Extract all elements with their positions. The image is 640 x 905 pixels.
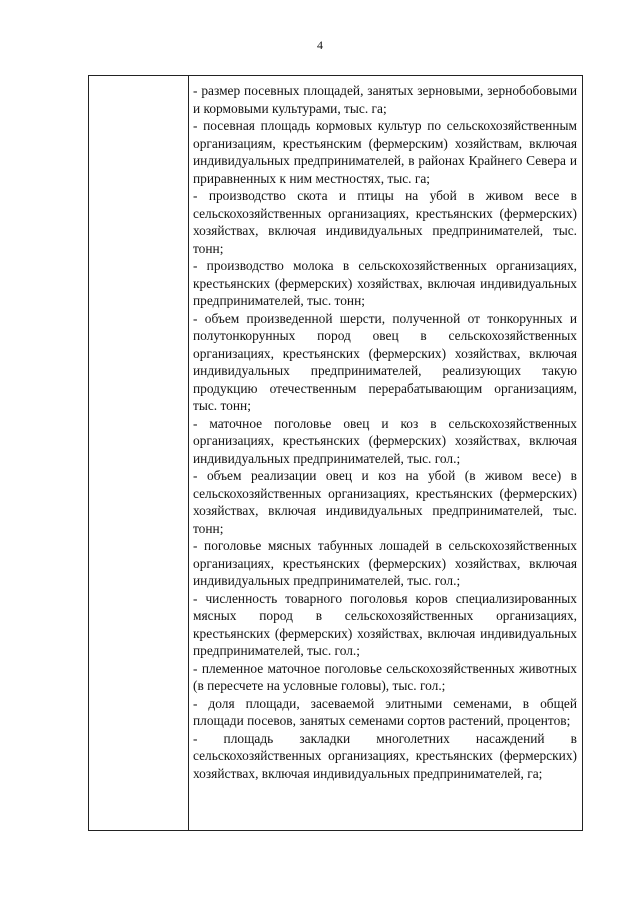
indicator-item: - численность товарного поголовья коров специализированных мясных пород в сельскохозяйственных организациях, крестьянских (фермерских) хозяйствах, включая индивидуальных предпринимателей, тыс. гол.; bbox=[193, 590, 577, 658]
indicator-item: - маточное поголовье овец и коз в сельскохозяйственных организациях, крестьянских (фермерских) хозяйствах, включая индивидуальных предпринимателей, тыс. гол.; bbox=[193, 415, 577, 466]
table-left-column bbox=[89, 76, 189, 830]
indicator-item: - производство скота и птицы на убой в живом весе в сельскохозяйственных организациях, крестьянских (фермерских) хозяйствах, включая индивидуальных предпринимателей, тыс. тонн; bbox=[193, 188, 577, 256]
page-number: 4 bbox=[317, 38, 323, 52]
indicator-item: - объем произведенной шерсти, полученной от тонкорунных и полутонкорунных пород овец в сельскохозяйственных организациях, крестьянских (фермерских) хозяйствах, включая индивидуальных предпринимателей, реализующих такую продукцию отечественным перерабатывающим организациям, тыс. тонн; bbox=[193, 310, 577, 413]
document-table bbox=[88, 75, 583, 831]
indicator-item: - поголовье мясных табунных лошадей в сельскохозяйственных организациях, крестьянских (фермерских) хозяйствах, включая индивидуальных предпринимателей, тыс. гол.; bbox=[193, 538, 577, 588]
indicator-item: - объем реализации овец и коз на убой (в живом весе) в сельскохозяйственных организациях, крестьянских (фермерских) хозяйствах, включая индивидуальных предпринимателей, тыс. тонн; bbox=[193, 468, 577, 536]
indicator-item: - производство молока в сельскохозяйственных организациях, крестьянских (фермерских) хозяйствах, включая индивидуальных предпринимателей, тыс. тонн; bbox=[193, 258, 577, 308]
indicator-item: - размер посевных площадей, занятых зерновыми, зернобобовыми и кормовыми культурами, тыс. га; bbox=[193, 83, 577, 116]
indicator-item: - доля площади, засеваемой элитными семенами, в общей площади посевов, занятых семенами сортов растений, процентов; bbox=[193, 695, 577, 728]
table-right-column bbox=[189, 76, 582, 830]
indicator-item: - племенное маточное поголовье сельскохозяйственных животных (в пересчете на условные головы), тыс. гол.; bbox=[193, 660, 577, 693]
indicator-item: - площадь закладки многолетних насаждений в сельскохозяйственных организациях, крестьянских (фермерских) хозяйствах, включая индивидуальных предпринимателей, га; bbox=[193, 730, 577, 781]
indicator-item: - посевная площадь кормовых культур по сельскохозяйственным организациям, крестьянским (фермерским) хозяйствам, включая индивидуальных предпринимателей, в районах Крайнего Севера и приравненных к ним местностях, тыс. га; bbox=[193, 118, 577, 186]
